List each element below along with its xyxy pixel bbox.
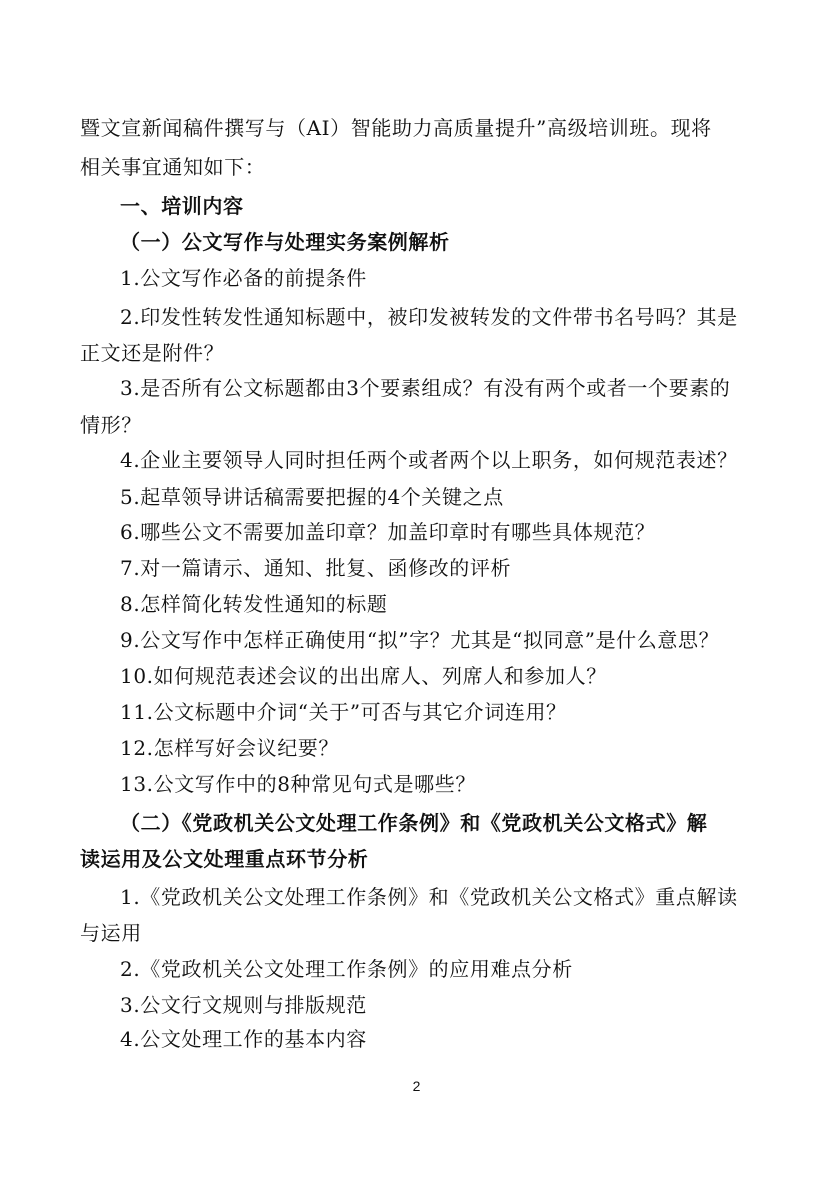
intro-text-line-2: 相关事宜通知如下： xyxy=(80,155,266,179)
list-item: 1.公文写作必备的前提条件 xyxy=(120,266,367,290)
page-number: 2 xyxy=(412,1078,421,1094)
subsection-heading-2-continuation: 读运用及公文处理重点环节分析 xyxy=(80,847,369,871)
list-item-continuation: 与运用 xyxy=(80,921,142,945)
list-item: 13.公文写作中的8种常见句式是哪些？ xyxy=(120,772,476,796)
list-item-continuation: 情形？ xyxy=(80,413,142,437)
list-item-continuation: 正文还是附件？ xyxy=(80,341,225,365)
list-item: 3.公文行文规则与排版规范 xyxy=(120,993,367,1017)
list-item: 7.对一篇请示、通知、批复、函修改的评析 xyxy=(120,556,512,580)
list-item: 9.公文写作中怎样正确使用“拟”字？尤其是“拟同意”是什么意思？ xyxy=(120,628,720,652)
section-heading: 一、培训内容 xyxy=(120,194,244,218)
list-item: 4.公文处理工作的基本内容 xyxy=(120,1027,367,1051)
list-item: 1.《党政机关公文处理工作条例》和《党政机关公文格式》重点解读 xyxy=(120,885,738,909)
list-item: 12.怎样写好会议纪要？ xyxy=(120,736,340,760)
subsection-heading-1: （一）公文写作与处理实务案例解析 xyxy=(120,230,450,254)
list-item: 8.怎样简化转发性通知的标题 xyxy=(120,592,388,616)
intro-text-line-1: 暨文宣新闻稿件撰写与（AI）智能助力高质量提升”高级培训班。现将 xyxy=(80,116,712,140)
list-item: 10.如何规范表述会议的出出席人、列席人和参加人？ xyxy=(120,664,607,688)
list-item: 2.印发性转发性通知标题中，被印发被转发的文件带书名号吗？其是 xyxy=(120,305,738,329)
list-item: 4.企业主要领导人同时担任两个或者两个以上职务，如何规范表述？ xyxy=(120,448,738,472)
list-item: 5.起草领导讲话稿需要把握的4个关键之点 xyxy=(120,485,504,509)
list-item: 2.《党政机关公文处理工作条例》的应用难点分析 xyxy=(120,957,573,981)
list-item: 11.公文标题中介词“关于”可否与其它介词连用？ xyxy=(120,700,567,724)
list-item: 3.是否所有公文标题都由3个要素组成？有没有两个或者一个要素的 xyxy=(120,376,731,400)
list-item: 6.哪些公文不需要加盖印章？加盖印章时有哪些具体规范？ xyxy=(120,520,656,544)
subsection-heading-2: （二）《党政机关公文处理工作条例》和《党政机关公文格式》解 xyxy=(120,811,708,835)
